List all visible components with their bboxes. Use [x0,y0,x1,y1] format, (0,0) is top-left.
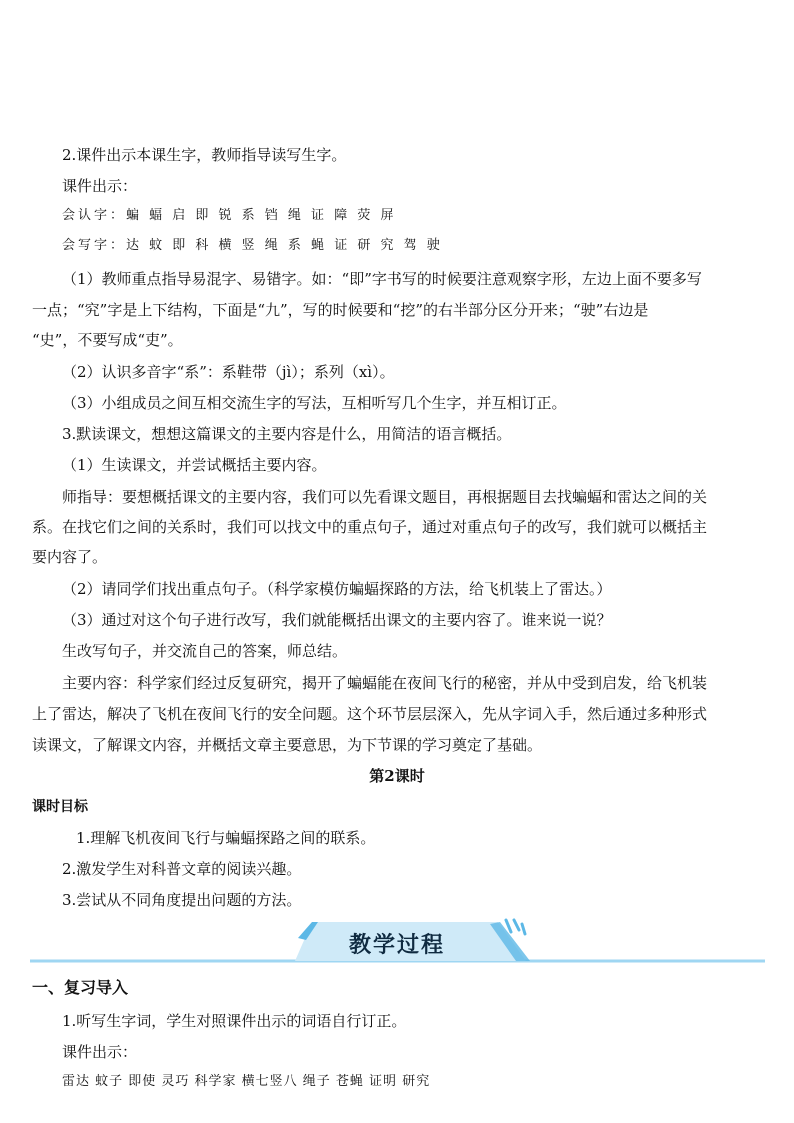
paragraph-line: （3）通过对这个句子进行改写，我们就能概括出课文的主要内容了。谁来说一说？ [62,611,612,629]
paragraph-line: （3）小组成员之间互相交流生字的写法，互相听写几个生字，并互相订正。 [62,394,567,412]
step-3-line: 3.默读课文，想想这篇课文的主要内容是什么，用简洁的语言概括。 [62,425,512,443]
paragraph-line: “史”，不要写成“吏”。 [32,331,183,349]
objective-item: 2.激发学生对科普文章的阅读兴趣。 [62,860,302,878]
objective-item: 1.理解飞机夜间飞行与蝙蝠探路之间的联系。 [76,829,376,847]
write-chars: 会写字：达 蚊 即 科 横 竖 绳 系 蝇 证 研 究 驾 驶 [62,238,443,253]
teaching-process-title: 教学过程 [348,933,445,958]
paragraph-line: 读课文，了解课文内容，并概括文章主要意思，为下节课的学习奠定了基础。 [32,736,543,754]
objective-item: 3.尝试从不同角度提出问题的方法。 [62,891,302,909]
paragraph-line: 师指导：要想概括课文的主要内容，我们可以先看课文题目，再根据题目去找蝙蝠和雷达之间的关 [62,488,708,506]
paragraph-line: 主要内容：科学家们经过反复研究，揭开了蝙蝠能在夜间飞行的秘密，并从中受到启发，给飞机装 [62,674,708,692]
paragraph-line: （1）生读课文，并尝试概括主要内容。 [62,456,327,474]
polyphone-line: （2）认识多音字“系”：系鞋带（jì）；系列（xì）。 [62,363,395,381]
step-2-line: 2.课件出示本课生字，教师指导读写生字。 [62,146,347,164]
section-1-heading: 一、复习导入 [32,978,129,997]
paragraph-line: 一点；“究”字是上下结构，下面是“九”，写的时候要和“挖”的右半部分区分开来；“驶”右边是 [32,301,649,319]
word-list: 雷达 蚊子 即使 灵巧 科学家 横七竖八 绳子 苍蝇 证明 研究 [62,1074,431,1089]
courseware-label: 课件出示： [62,1043,138,1061]
lesson-objectives-heading: 课时目标 [32,799,88,815]
paragraph-line: 系。在找它们之间的关系时，我们可以找文中的重点句子，通过对重点句子的改写，我们就可以概括主 [32,518,708,536]
courseware-label: 课件出示： [62,177,138,195]
recognize-chars: 会认字：蝙 蝠 启 即 锐 系 铛 绳 证 障 荧 屏 [62,208,397,223]
paragraph-line: 上了雷达，解决了飞机在夜间飞行的安全问题。这个环节层层深入，先从字词入手，然后通过多种形式 [32,705,708,723]
lesson-2-heading: 第2课时 [369,767,425,785]
paragraph-line: 生改写句子，并交流自己的答案，师总结。 [62,642,348,660]
review-step-line: 1.听写生字词，学生对照课件出示的词语自行订正。 [62,1012,407,1030]
paragraph-line: 要内容了。 [32,548,108,566]
paragraph-line: （1）教师重点指导易混字、易错字。如：“即”字书写的时候要注意观察字形，左边上面不要多写 [62,270,702,288]
paragraph-line: （2）请同学们找出重点句子。（科学家模仿蝙蝠探路的方法，给飞机装上了雷达。） [62,580,612,598]
